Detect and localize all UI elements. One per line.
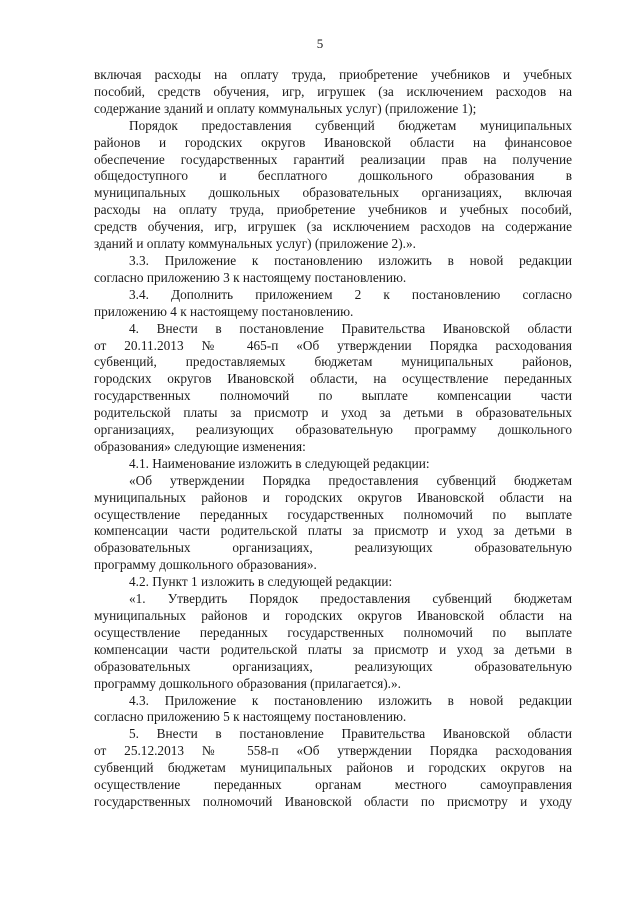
text-line: согласно приложению 3 к настоящему постановлению.: [94, 269, 407, 285]
text-line: муниципальных районов и городских округов Ивановской области на: [94, 489, 572, 505]
text-line: программу дошкольного образования».: [94, 557, 317, 573]
text-line: компенсации части родительской платы за присмотр и уход за детьми в: [94, 641, 572, 657]
text-line: 5. Внести в постановление Правительства Ивановской области: [129, 726, 572, 742]
text-line: муниципальных дошкольных образовательных организациях, включая: [94, 185, 572, 201]
text-line: приложению 4 к настоящему постановлению.: [94, 303, 354, 319]
text-line: государственных полномочий Ивановской области по присмотру и уходу: [94, 793, 572, 809]
text-line: «Об утверждении Порядка предоставления субвенций бюджетам: [129, 472, 572, 488]
text-line: средств обучения, игр, игрушек (за исключением расходов на содержание: [94, 219, 572, 235]
text-line: содержание зданий и оплату коммунальных услуг) (приложение 1);: [94, 100, 477, 116]
text-line: родительской платы за присмотр и уход за детьми в образовательных: [94, 405, 572, 421]
text-line: 4.3. Приложение к постановлению изложить в новой редакции: [129, 692, 572, 708]
text-line: осуществление переданных государственных полномочий по выплате: [94, 506, 572, 522]
text-line: 4.1. Наименование изложить в следующей редакции:: [129, 455, 430, 471]
text-line: от 25.12.2013 № 558-п «Об утверждении Порядка расходования: [94, 743, 572, 759]
text-line: организациях, реализующих образовательную программу дошкольного: [94, 422, 572, 438]
text-line: муниципальных районов и городских округов Ивановской области на: [94, 608, 572, 623]
text-line: государственных полномочий по выплате компенсации части: [94, 388, 572, 404]
text-line: согласно приложению 5 к настоящему постановлению.: [94, 709, 407, 725]
text-line: 3.4. Дополнить приложением 2 к постановлению согласно: [129, 286, 572, 302]
text-line: Порядок предоставления субвенций бюджетам муниципальных: [129, 117, 572, 133]
text-line: пособий, средств обучения, игр, игрушек (за исключением расходов на: [94, 83, 572, 99]
text-line: районов и городских округов Ивановской области на финансовое: [94, 134, 572, 150]
text-line: образования» следующие изменения:: [94, 438, 306, 454]
text-line: образовательных организациях, реализующих образовательную: [94, 540, 572, 556]
page-number: 5: [316, 36, 324, 51]
text-line: 4. Внести в постановление Правительства Ивановской области: [129, 320, 572, 336]
document-body: [94, 67, 572, 811]
text-line: субвенций, предоставляемых бюджетам муниципальных районов,: [94, 354, 572, 370]
text-line: зданий и оплату коммунальных услуг) (приложение 2).».: [94, 236, 416, 252]
text-line: городских округов Ивановской области, на осуществление переданных: [94, 371, 572, 387]
text-line: обеспечение государственных гарантий реализации прав на получение: [94, 151, 572, 167]
text-line: «1. Утвердить Порядок предоставления субвенций бюджетам: [129, 591, 572, 607]
text-line: осуществление переданных государственных полномочий по выплате: [94, 624, 572, 640]
text-line: включая расходы на оплату труда, приобретение учебников и учебных: [94, 67, 572, 82]
text-line: общедоступного и бесплатного дошкольного образования в: [94, 168, 572, 184]
text-line: осуществление переданных органам местного самоуправления: [94, 777, 572, 793]
text-line: 3.3. Приложение к постановлению изложить в новой редакции: [129, 252, 572, 268]
text-line: 4.2. Пункт 1 изложить в следующей редакции:: [129, 574, 393, 590]
text-line: программу дошкольного образования (прилагается).».: [94, 675, 401, 691]
text-line: расходы на оплату труда, приобретение учебников и учебных пособий,: [94, 202, 572, 218]
text-line: от 20.11.2013 № 465-п «Об утверждении Порядка расходования: [94, 337, 572, 353]
text-line: субвенций бюджетам муниципальных районов и городских округов на: [94, 760, 572, 776]
text-line: образовательных организациях, реализующих образовательную: [94, 658, 572, 674]
text-line: компенсации части родительской платы за присмотр и уход за детьми в: [94, 523, 572, 539]
